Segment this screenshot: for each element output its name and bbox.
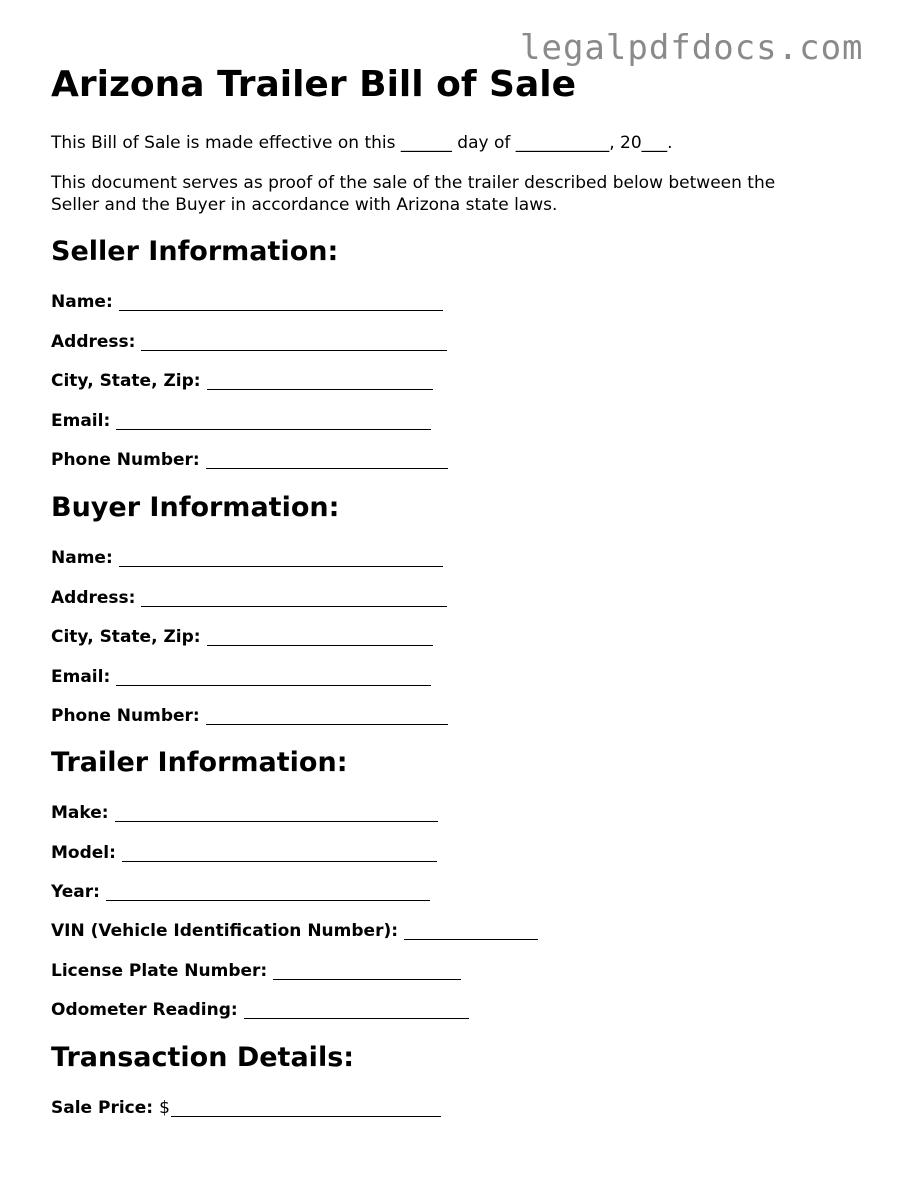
seller-city-blank[interactable] [207, 373, 433, 390]
trailer-make-blank[interactable] [115, 805, 438, 822]
trailer-plate-blank[interactable] [273, 963, 461, 980]
trailer-odometer-blank[interactable] [244, 1002, 469, 1019]
sale-price-blank[interactable] [171, 1100, 441, 1117]
purpose-line-1: This document serves as proof of the sale of the trailer described below between the [51, 173, 776, 193]
trailer-make-label: Make: [51, 803, 109, 823]
buyer-phone-field [51, 704, 448, 728]
buyer-phone-blank[interactable] [206, 708, 448, 725]
buyer-address-label: Address: [51, 588, 136, 608]
trailer-odometer-label: Odometer Reading: [51, 1000, 238, 1020]
page-title: Arizona Trailer Bill of Sale [51, 64, 577, 105]
seller-email-blank[interactable] [116, 413, 431, 430]
trailer-year-field [51, 880, 430, 904]
buyer-name-blank[interactable] [119, 550, 443, 567]
trailer-year-label: Year: [51, 882, 100, 902]
trailer-make-field [51, 801, 438, 825]
buyer-email-field [51, 665, 431, 689]
buyer-email-label: Email: [51, 667, 111, 687]
seller-name-label: Name: [51, 292, 113, 312]
watermark-logo: legalpdfdocs.com [520, 28, 864, 68]
buyer-address-field [51, 586, 447, 610]
buyer-address-blank[interactable] [141, 590, 447, 607]
seller-city-label: City, State, Zip: [51, 371, 201, 391]
seller-email-label: Email: [51, 411, 111, 431]
buyer-email-blank[interactable] [116, 669, 431, 686]
buyer-city-label: City, State, Zip: [51, 627, 201, 647]
seller-address-field [51, 330, 447, 354]
buyer-city-blank[interactable] [207, 629, 433, 646]
trailer-model-field [51, 841, 437, 865]
trailer-vin-blank[interactable] [404, 923, 538, 940]
seller-name-blank[interactable] [119, 294, 443, 311]
trailer-year-blank[interactable] [106, 884, 430, 901]
trailer-model-blank[interactable] [122, 845, 437, 862]
buyer-city-field [51, 625, 433, 649]
seller-phone-label: Phone Number: [51, 450, 200, 470]
effective-date-line: This Bill of Sale is made effective on this ______ day of ___________, 20___. [51, 133, 673, 153]
trailer-model-label: Model: [51, 843, 116, 863]
buyer-name-label: Name: [51, 548, 113, 568]
seller-address-blank[interactable] [141, 334, 447, 351]
buyer-name-field [51, 546, 443, 570]
transaction-section-heading: Transaction Details: [51, 1042, 355, 1073]
seller-email-field [51, 409, 431, 433]
trailer-plate-label: License Plate Number: [51, 961, 268, 981]
seller-address-label: Address: [51, 332, 136, 352]
seller-phone-blank[interactable] [206, 452, 448, 469]
purpose-line-2: Seller and the Buyer in accordance with Arizona state laws. [51, 195, 558, 215]
trailer-vin-label: VIN (Vehicle Identification Number): [51, 921, 399, 941]
trailer-section-heading: Trailer Information: [51, 747, 348, 778]
seller-city-field [51, 369, 433, 393]
sale-price-label: Sale Price: [51, 1098, 154, 1118]
currency-symbol: $ [159, 1098, 170, 1118]
seller-section-heading: Seller Information: [51, 236, 339, 267]
trailer-odometer-field [51, 998, 469, 1022]
trailer-plate-field [51, 959, 461, 983]
seller-name-field [51, 290, 443, 314]
sale-price-field [51, 1096, 441, 1120]
trailer-vin-field [51, 919, 538, 943]
buyer-phone-label: Phone Number: [51, 706, 200, 726]
seller-phone-field [51, 448, 448, 472]
buyer-section-heading: Buyer Information: [51, 492, 340, 523]
